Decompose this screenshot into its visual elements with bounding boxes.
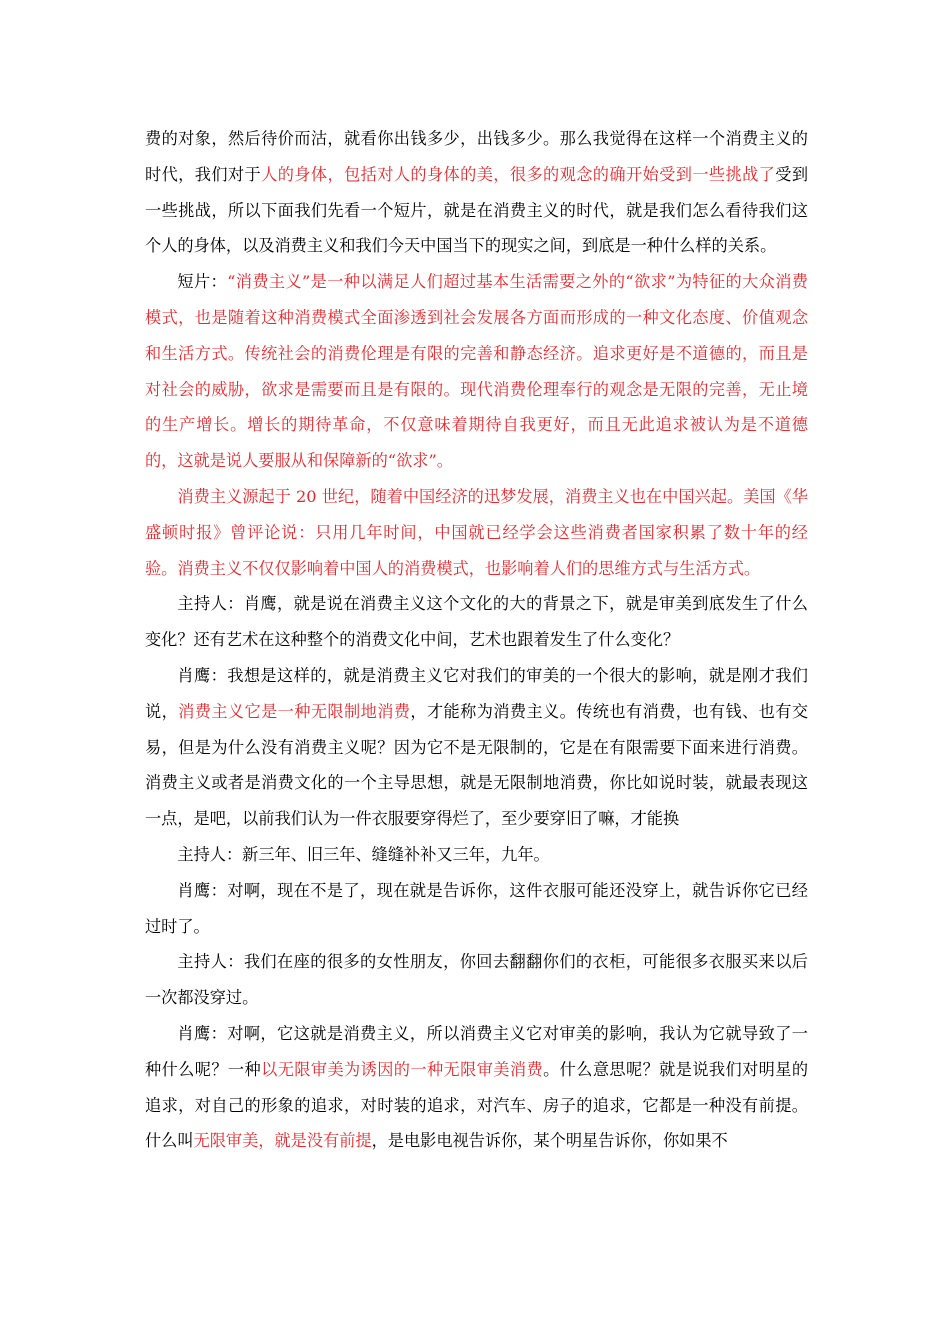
paragraph-1	[145, 121, 808, 264]
paragraph-2	[145, 264, 808, 479]
paragraph-5	[145, 658, 808, 837]
text-run: 受到一些挑战，所以下面我们先看一个短片，就是在消费主义的时代，就是我们怎么看待我们这个人的身体，以及消费主义和我们今天中国当下的现实之间，到底是一种什么样的关系。	[145, 164, 809, 256]
document-page	[145, 121, 808, 1159]
text-run: 肖鹰：对啊，它这就是消费主义，所以消费主义它对审美的影响，我认为它就导致了一种什么呢？一种	[145, 1023, 808, 1079]
highlighted-text-run: 人的身体，包括对人的身体的美，很多的观念的确开始受到一些挑战了	[261, 164, 776, 184]
text-run: 肖鹰：对啊，现在不是了，现在就是告诉你，这件衣服可能还没穿上，就告诉你它已经过时了。	[145, 880, 808, 936]
paragraph-4	[145, 586, 808, 658]
text-run: 主持人：新三年、旧三年、缝缝补补又三年，九年。	[177, 844, 550, 864]
highlighted-text-run: 以无限审美为诱因的一种无限审美消费	[261, 1059, 544, 1079]
highlighted-text-run: 消费主义它是一种无限制地消费	[178, 701, 411, 721]
text-run: ，才能称为消费主义。传统也有消费，也有钱、也有交易，但是为什么没有消费主义呢？因为它不是无限制的，它是在有限需要下面来进行消费。消费主义或者是消费文化的一个主导思想，就是无限制地消费，你比如说时装，就最表现这一点，是吧，以前我们认为一件衣服要穿得烂了，至少要穿旧了嘛，才能换	[145, 701, 809, 829]
paragraph-3	[145, 479, 808, 586]
text-run: 费的对象，然后待价而沽，就看你出钱多少，出钱多少。那么我觉得在这样一个消费主义的时代，我们对于	[145, 129, 808, 184]
paragraph-8	[145, 944, 808, 1016]
highlighted-text-run: “消费主义”是一种以满足人们超过基本生活需要之外的“欲求”为特征的大众消费模式，也是随着这种消费模式全面渗透到社会发展各方面而形成的一种文化态度、价值观念和生活方式。传统社会的消费伦理是有限的完善和静态经济。追求更好是不道德的，而且是对社会的威胁，欲求是需要而且是有限的。现代消费伦理奉行的观念是无限的完善，无止境的生产增长。增长的期待革命，不仅意味着期待自我更好，而且无此追求被认为是不道德的，这就是说人要服从和保障新的“欲求”。	[145, 272, 808, 471]
text-run: 主持人：肖鹰，就是说在消费主义这个文化的大的背景之下，就是审美到底发生了什么变化？还有艺术在这种整个的消费文化中间，艺术也跟着发生了什么变化？	[145, 594, 808, 650]
text-run: 主持人：我们在座的很多的女性朋友，你回去翻翻你们的衣柜，可能很多衣服买来以后一次都没穿过。	[145, 952, 808, 1008]
paragraph-7	[145, 873, 808, 945]
text-run: 。什么意思呢？就是说我们对明星的追求，对自己的形象的追求，对时装的追求，对汽车、房子的追求，它都是一种没有前提。什么叫	[145, 1059, 809, 1151]
text-run: ，是电影电视告诉你，某个明星告诉你，你如果不	[371, 1131, 728, 1151]
text-run: 短片：	[177, 272, 228, 292]
text-run: 肖鹰：我想是这样的，就是消费主义它对我们的审美的一个很大的影响，就是刚才我们说，	[145, 665, 808, 721]
highlighted-text-run: 无限审美，就是没有前提	[193, 1131, 372, 1151]
paragraph-9	[145, 1016, 808, 1159]
paragraph-6	[145, 837, 808, 873]
highlighted-text-run: 消费主义源起于 20 世纪，随着中国经济的迅梦发展，消费主义也在中国兴起。美国《华盛顿时报》曾评论说：只用几年时间，中国就已经学会这些消费者国家积累了数十年的经验。消费主义不仅仅影响着中国人的消费模式，也影响着人们的思维方式与生活方式。	[145, 486, 808, 578]
